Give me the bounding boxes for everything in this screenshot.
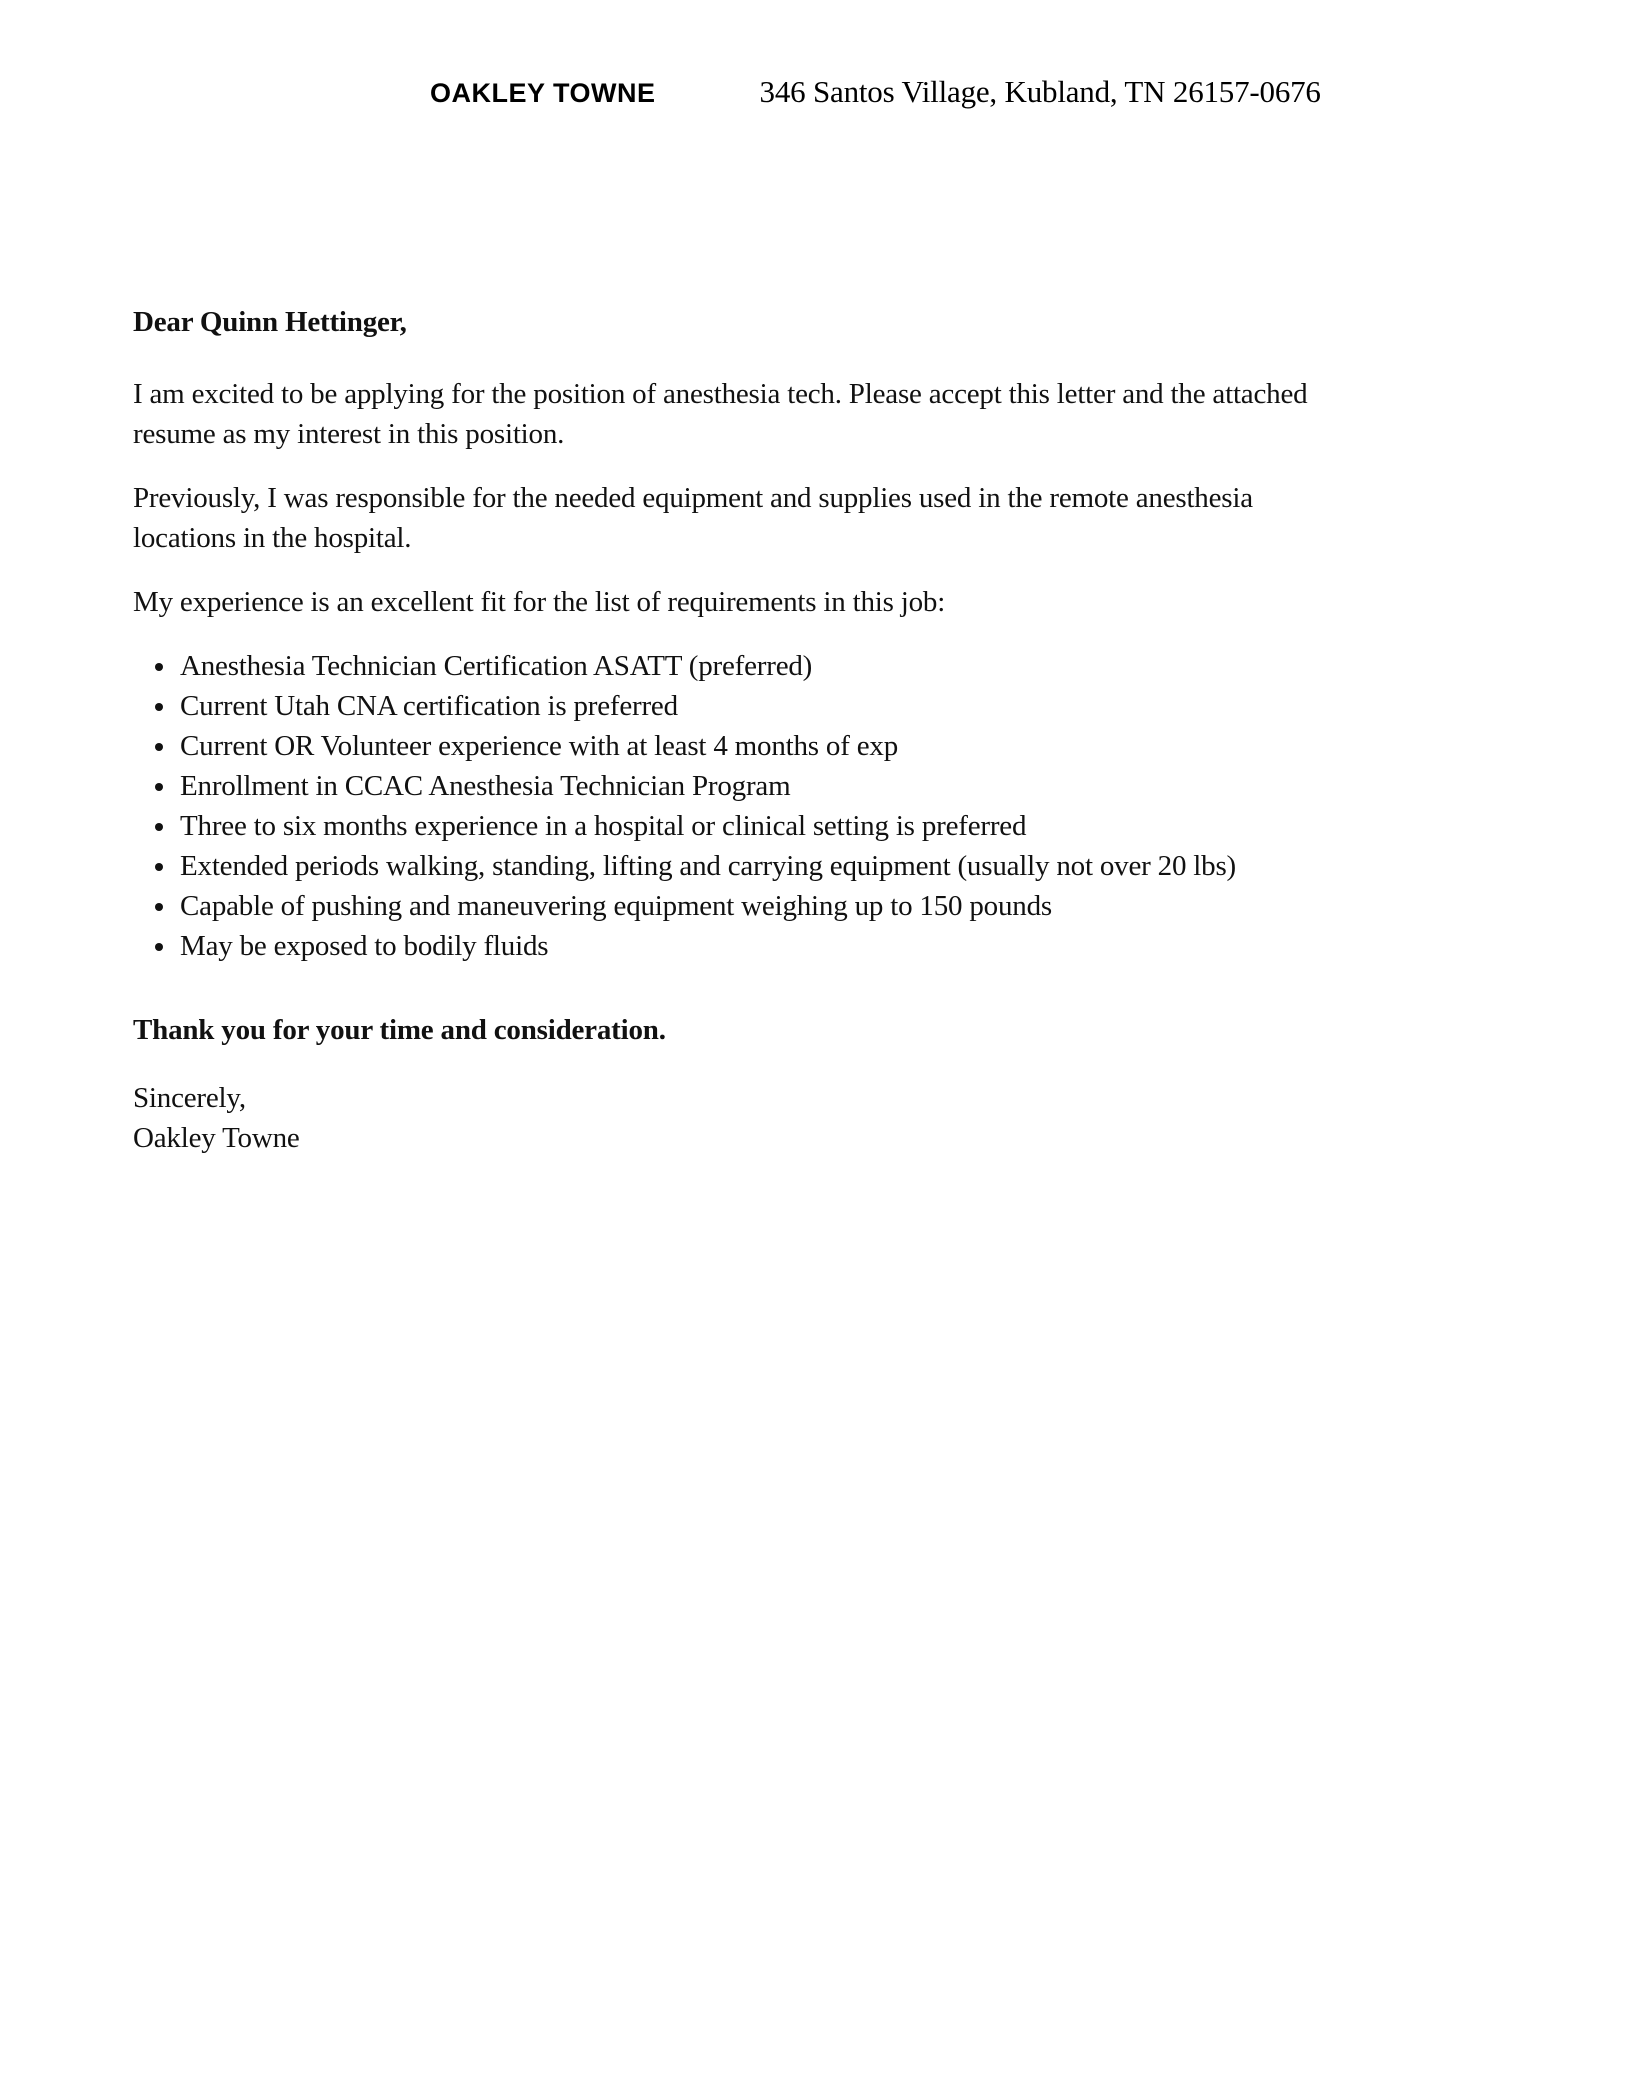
sender-address: 346 Santos Village, Kubland, TN 26157-0676 [759, 74, 1321, 109]
requirement-item: • Anesthesia Technician Certification ASATT (preferred) [178, 646, 1482, 686]
letter-body [133, 302, 1482, 1158]
requirement-item: • Current OR Volunteer experience with at least 4 months of exp [178, 726, 1482, 766]
requirement-item: • May be exposed to bodily fluids [178, 926, 1482, 966]
requirement-item: • Extended periods walking, standing, lifting and carrying equipment (usually not over 20 lbs) [178, 846, 1482, 886]
requirement-item: • Capable of pushing and maneuvering equipment weighing up to 150 pounds [178, 886, 1482, 926]
paragraph-intro [133, 374, 1482, 454]
paragraph-experience [133, 478, 1482, 558]
signoff-block [133, 1078, 1482, 1158]
paragraph-line: resume as my interest in this position. [133, 418, 565, 450]
paragraph-fit [133, 582, 1482, 622]
salutation: Dear Quinn Hettinger, [133, 306, 407, 338]
requirement-item: • Three to six months experience in a hospital or clinical setting is preferred [178, 806, 1482, 846]
signoff-word: Sincerely, [133, 1082, 246, 1114]
closing-statement: Thank you for your time and consideration. [133, 1014, 666, 1046]
requirements-list [133, 646, 1482, 966]
signature-name: Oakley Towne [133, 1122, 300, 1154]
paragraph-line: Previously, I was responsible for the needed equipment and supplies used in the remote anesthesia [133, 482, 1253, 514]
sender-name-header: OAKLEY TOWNE [430, 78, 656, 108]
requirement-item: • Enrollment in CCAC Anesthesia Technician Program [178, 766, 1482, 806]
requirement-item: • Current Utah CNA certification is preferred [178, 686, 1482, 726]
letterhead [430, 74, 1321, 111]
paragraph-line: locations in the hospital. [133, 522, 412, 554]
paragraph-line: I am excited to be applying for the position of anesthesia tech. Please accept this letter and the attached [133, 378, 1308, 410]
paragraph-line: My experience is an excellent fit for the list of requirements in this job: [133, 586, 946, 618]
